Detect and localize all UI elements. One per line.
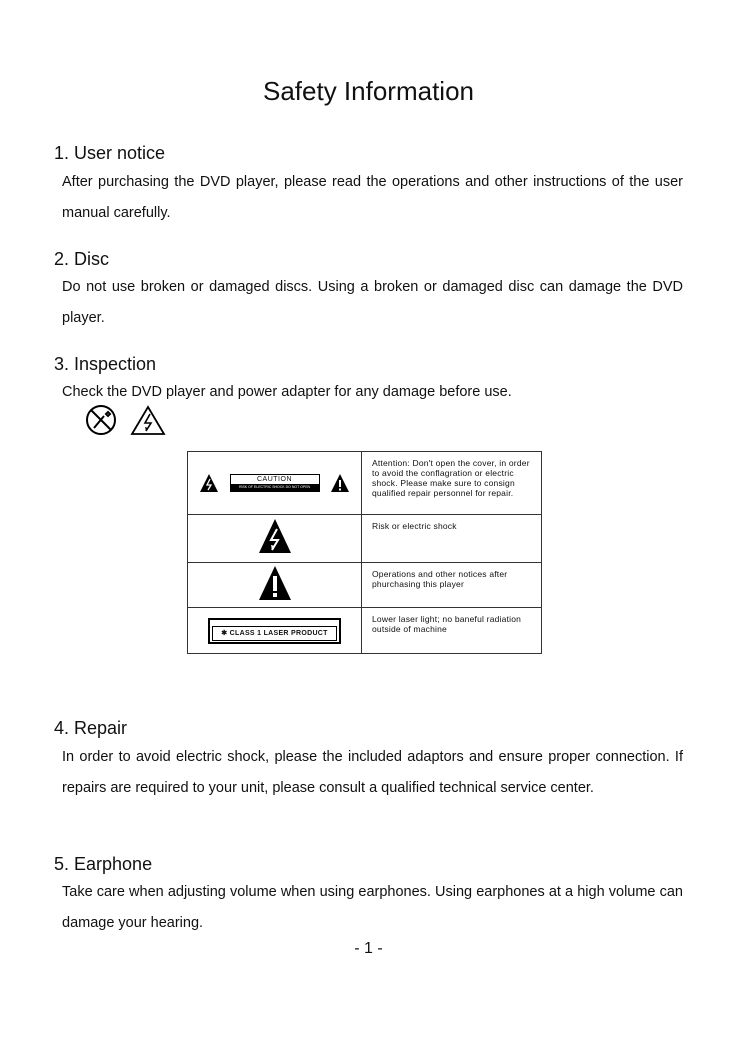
exclamation-description: Operations and other notices after phurchasing this player: [362, 563, 542, 608]
laser-symbol-cell: [188, 608, 362, 654]
exclamation-symbol-cell: [188, 563, 362, 608]
electric-shock-triangle-icon: [258, 518, 292, 554]
caution-description: Attention: Don't open the cover, in order to avoid the conflagration or electric shock. Please make sure to consign qualified repair personnel for repair.: [362, 452, 542, 515]
exclamation-triangle-small-icon: [330, 473, 350, 493]
table-row: [188, 452, 542, 515]
section-body-user-notice: After purchasing the DVD player, please read the operations and other instructions of the user manual carefully.: [62, 174, 683, 221]
section-heading-disc: 2. Disc: [54, 249, 110, 269]
page-number: - 1 -: [354, 940, 383, 957]
table-row: [188, 563, 542, 608]
table-row: [188, 608, 542, 654]
table-row: [188, 515, 542, 563]
no-tools-icon: [84, 404, 118, 436]
shock-triangle-icon: [199, 473, 219, 493]
inspection-icons: [84, 404, 166, 436]
caution-label-cell: [188, 452, 362, 515]
section-body-repair: In order to avoid electric shock, please the included adaptors and ensure proper connection. If repairs are required to your unit, please consult a qualified technical service center.: [62, 749, 683, 796]
electric-shock-warning-icon: [130, 404, 166, 436]
page-title: Safety Information: [263, 76, 474, 106]
section-heading-repair: 4. Repair: [54, 718, 128, 738]
laser-label-text: CLASS 1 LASER PRODUCT: [229, 629, 328, 637]
laser-icon: ✱: [221, 629, 228, 637]
shock-symbol-cell: [188, 515, 362, 563]
caution-label-text: CAUTION: [257, 476, 292, 483]
exclamation-triangle-icon: [258, 565, 292, 601]
caution-label: [230, 474, 320, 492]
section-body-earphone: Take care when adjusting volume when using earphones. Using earphones at a high volume can damage your hearing.: [62, 884, 683, 931]
caution-sublabel-text: RISK OF ELECTRIC SHOCK DO NOT OPEN: [231, 484, 319, 491]
section-body-inspection: Check the DVD player and power adapter for any damage before use.: [62, 384, 512, 400]
section-heading-user-notice: 1. User notice: [54, 143, 166, 163]
laser-description: Lower laser light; no baneful radiation outside of machine: [362, 608, 542, 654]
laser-product-label: [208, 618, 341, 644]
shock-description: Risk or electric shock: [362, 515, 542, 563]
safety-symbol-table: [187, 451, 542, 654]
section-heading-inspection: 3. Inspection: [54, 354, 157, 374]
section-body-disc: Do not use broken or damaged discs. Using a broken or damaged disc can damage the DVD player.: [62, 279, 683, 326]
section-heading-earphone: 5. Earphone: [54, 854, 153, 874]
